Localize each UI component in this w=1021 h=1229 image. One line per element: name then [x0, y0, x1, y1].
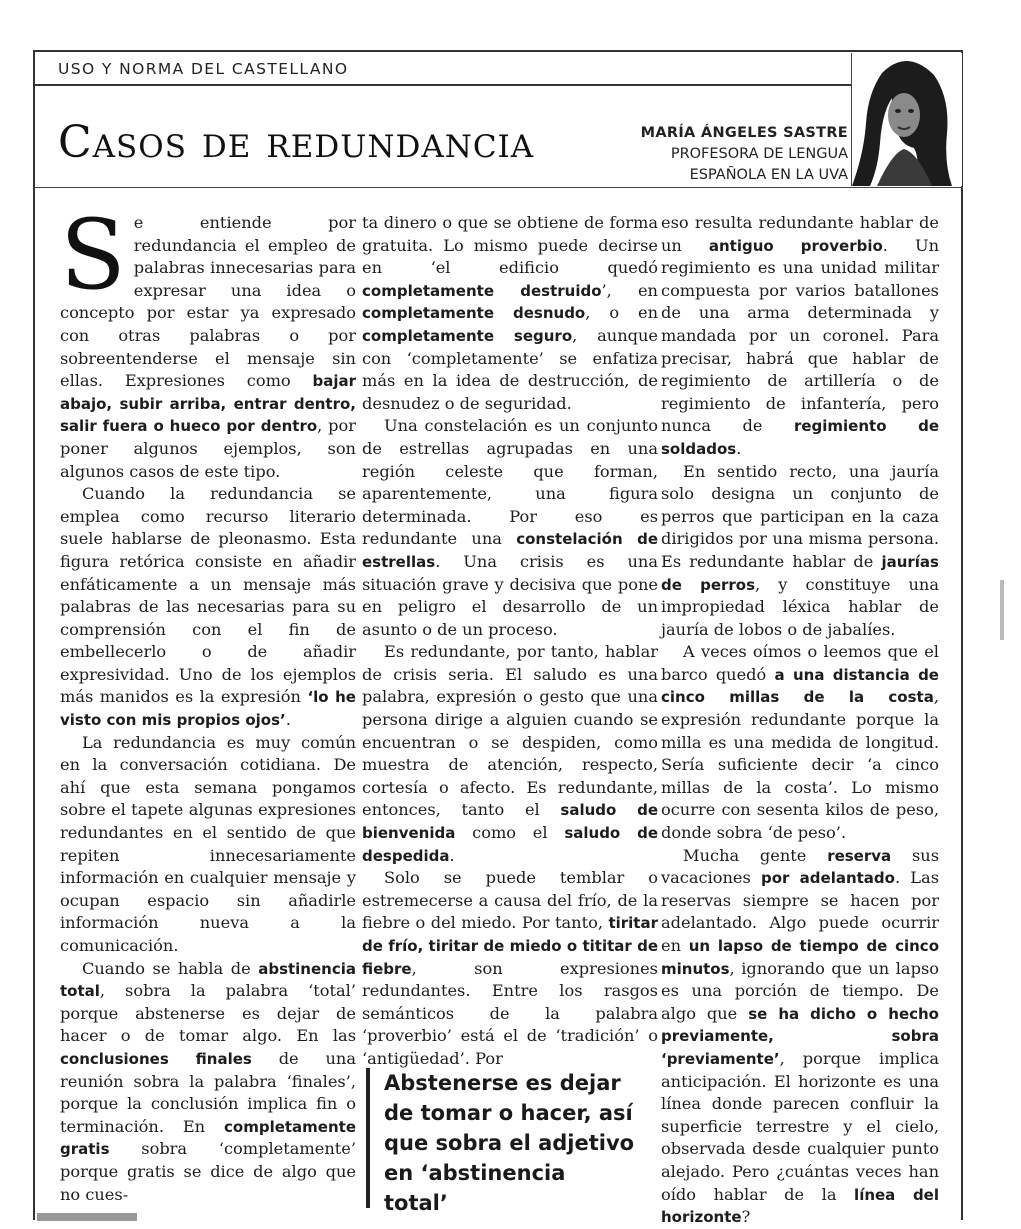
emphasis-term: completamente destruido [362, 281, 602, 300]
emphasis-term: abstinencia total [60, 959, 356, 1001]
body-text: A veces oímos o leemos que el barco quedó [661, 642, 939, 684]
paragraph [362, 641, 658, 867]
emphasis-term: constelación de estrellas [362, 530, 658, 571]
body-text: Mucha gente [683, 845, 828, 865]
emphasis-term: a una distancia de cinco millas de la costa [661, 665, 939, 707]
body-text: eso resulta redundante hablar de un [661, 213, 939, 255]
pull-quote: Abstenerse es dejar de tomar o hacer, así que sobra el adjetivo en ‘abstinencia total’ [366, 1068, 636, 1208]
body-text: de una reunión sobra la palabra ‘finales’, porque la conclusión implica fin o terminación. En [60, 1048, 356, 1136]
author-role-line1: PROFESORA DE LENGUA [670, 146, 848, 162]
emphasis-term: saludo de despedida [362, 824, 658, 865]
body-text: En sentido recto, una jauría solo designa un conjunto de perros que participan en la caza dirigidos por una misma persona. Es redundante hablar de [661, 461, 939, 571]
author-role-line2: ESPAÑOLA EN LA UVA [689, 167, 848, 183]
paragraph [60, 199, 356, 483]
emphasis-term: completamente desnudo [362, 304, 586, 323]
emphasis-term: completamente seguro [362, 326, 573, 345]
body-text: . Un regimiento es una unidad militar compuesta por varios batallones de una arma determinada y mandada por un coronel. Para precisar, habrá que hablar de regimiento de artillería o de regimiento de infantería, pero nunca de [661, 235, 940, 436]
author-portrait-icon [851, 53, 962, 186]
text-column-1 [60, 199, 356, 1206]
title-rule [33, 187, 963, 188]
emphasis-term: saludo de bienvenida [362, 801, 659, 843]
paragraph [60, 732, 356, 958]
emphasis-term: jaurías de perros [661, 552, 939, 594]
emphasis-term: se ha dicho o hecho previamente, sobra ‘previamente’ [661, 1004, 939, 1068]
paragraph [661, 212, 939, 461]
emphasis-term: antiguo proverbio [708, 236, 883, 255]
body-text: Es redundante, por tanto, hablar de crisis seria. El saludo es una palabra, expresión o gesto que una persona dirige a alguien cuando se encuentran o se despiden, como muestra de atención, respecto, cortesía o afecto. Es redundante, entonces, tanto el [362, 642, 658, 820]
emphasis-term: bajar abajo, subir arriba, entrar dentro, salir fuera o hueco por dentro [60, 372, 356, 436]
emphasis-term: completamente gratis [60, 1117, 356, 1159]
emphasis-term: ‘lo he visto con mis propios ojos’ [60, 688, 356, 730]
body-text: , ignorando que un lapso es una porción de tiempo. De algo que [661, 958, 939, 1023]
body-text: como el [455, 823, 565, 843]
body-text: sus vacaciones [661, 845, 940, 888]
body-text: . [736, 438, 742, 458]
body-text: , expresión redundante porque la milla es una medida de longitud. Sería suficiente decir ‘a cinco millas de la costa’. Lo mismo ocurre con sesenta kilos de peso, donde sobra ‘de peso’. [661, 687, 939, 843]
body-text: . [449, 845, 455, 865]
emphasis-term: reserva [827, 846, 892, 865]
author-name: MARÍA ÁNGELES SASTRE [640, 125, 848, 141]
paragraph [362, 212, 658, 415]
body-text: ? [741, 1207, 751, 1227]
article-title: Casos de redundancia [58, 117, 535, 168]
emphasis-term: línea del horizonte [661, 1185, 939, 1227]
paragraph [60, 483, 356, 732]
body-text: , aunque con ‘completamente’ se enfatiza más en la idea de destrucción, de desnudez o de seguridad. [362, 325, 658, 413]
body-text: , sobra la palabra ‘total’ porque abstenerse es dejar de hacer o de tomar algo. En las [60, 981, 356, 1046]
body-text: , o en [585, 303, 658, 323]
body-text: , y constituye una impropiedad léxica hablar de jauría de lobos o de jabalíes. [661, 574, 939, 639]
emphasis-term: por adelantado [760, 869, 895, 888]
body-text: . Una crisis es una situación grave y decisiva que pone en peligro el desarrollo de un asunto o de un proceso. [362, 551, 658, 639]
paragraph [661, 461, 939, 642]
paragraph [60, 958, 356, 1207]
paragraph [661, 641, 939, 844]
body-text: , por poner algunos ejemplos, son algunos casos de este tipo. [60, 416, 356, 481]
body-text: Cuando se habla de [82, 958, 259, 978]
header-rule [33, 84, 853, 86]
body-text: sobra ‘completamente’ porque gratis se dice de algo que no cues- [60, 1139, 356, 1204]
body-text: Una constelación es un conjunto de estrellas agrupadas en una región celeste que forman, aparentemente, una figura determinada. Por eso es redundante una [362, 416, 658, 549]
paragraph [362, 867, 658, 1070]
paragraph [362, 415, 658, 641]
body-text: , son expresiones redundantes. Entre los rasgos semánticos de la palabra ‘proverbio’ está el de ‘tradición’ o ‘antigüedad’. Por [362, 958, 658, 1068]
emphasis-term: conclusiones finales [60, 1049, 252, 1068]
author-block [641, 123, 848, 186]
section-header: USO Y NORMA DEL CASTELLANO [58, 60, 349, 78]
body-text: ’, en [601, 280, 658, 300]
body-text: . [285, 710, 291, 730]
scan-edge-mark [37, 1213, 137, 1221]
body-text: La redundancia es muy común en la conversación cotidiana. De ahí que esta semana pongamos sobre el tapete algunas expresiones redundantes en el sentido de que repiten innecesariamente información en cualquier mensaje y ocupan espacio sin añadirle información nueva a la comunicación. [60, 732, 356, 955]
drop-cap: S [60, 199, 126, 311]
body-text: Cuando la redundancia se emplea como recurso literario suele hablarse de pleonasmo. Esta figura retórica consiste en añadir enfáticamente a un mensaje más palabras de las necesarias para su comprensión con el fin de embellecerlo o de añadir expresividad. Uno de los ejemplos más manidos es la expresión [60, 484, 356, 707]
emphasis-term: un lapso de tiempo de cinco minutos [661, 937, 940, 978]
emphasis-term: regimiento de soldados [661, 417, 939, 458]
emphasis-term: tiritar de frío, tiritar de miedo o tititar de fiebre [362, 914, 658, 978]
text-column-3 [661, 212, 939, 1229]
paragraph [661, 845, 939, 1229]
body-text: e entiende por redundancia el empleo de palabras innecesarias para expresar una idea o concepto por estar ya expresado con otras palabras o por sobreentenderse el mensaje sin ellas. Expresiones como [60, 213, 356, 391]
body-text: ta dinero o que se obtiene de forma gratuita. Lo mismo puede decirse en ‘el edificio quedó [362, 213, 658, 278]
body-text: Solo se puede temblar o estremecerse a causa del frío, de la fiebre o del miedo. Por tanto, [362, 868, 658, 933]
body-text: . Las reservas siempre se hacen por adelantado. Algo puede ocurrir en [661, 868, 939, 955]
body-text: , porque implica anticipación. El horizonte es una línea donde parecen confluir la superficie terrestre y el cielo, observada desde cualquier punto alejado. Pero ¿cuántas veces han oído hablar de la [661, 1048, 939, 1204]
text-column-2 [362, 212, 658, 1071]
scan-margin-mark [1000, 580, 1004, 640]
